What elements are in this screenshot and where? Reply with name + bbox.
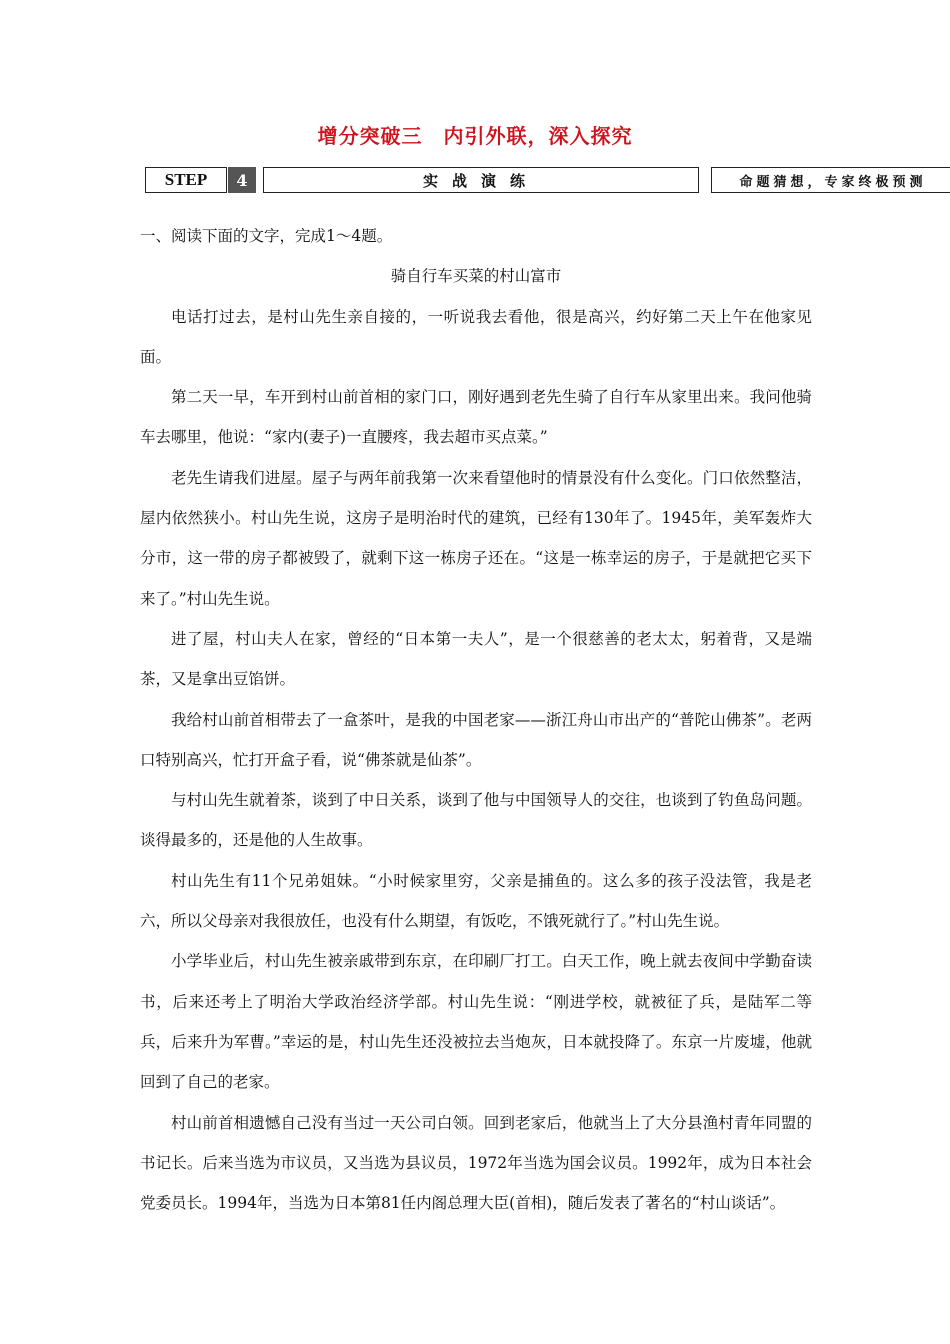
article-paragraph: 小学毕业后，村山先生被亲戚带到东京，在印刷厂打工。白天工作，晚上就去夜间中学勤奋读书，后来还考上了明治大学政治经济学部。村山先生说：“刚进学校，就被征了兵，是陆军二等兵，后来升为军曹。”幸运的是，村山先生还没被拉去当炮灰，日本就投降了。东京一片废墟，他就回到了自己的老家。 [140, 952, 812, 1092]
article-paragraph: 进了屋，村山夫人在家，曾经的“日本第一夫人”，是一个很慈善的老太太，躬着背，又是端茶，又是拿出豆馅饼。 [140, 629, 812, 689]
article-paragraph: 老先生请我们进屋。屋子与两年前我第一次来看望他时的情景没有什么变化。门口依然整洁，屋内依然狭小。村山先生说，这房子是明治时代的建筑，已经有130年了。1945年，美军轰炸大分市，这一带的房子都被毁了，就剩下这一栋房子还在。“这是一栋幸运的房子，于是就把它买下来了。”村山先生说。 [140, 468, 812, 608]
question-intro: 一、阅读下面的文字，完成1～4题。 [140, 227, 393, 245]
step-banner [145, 167, 927, 195]
article-paragraph: 村山前首相遗憾自己没有当过一天公司白领。回到老家后，他就当上了大分县渔村青年同盟的书记长。后来当选为市议员，又当选为县议员，1972年当选为国会议员。1992年，成为日本社会党委员长。1994年，当选为日本第81任内阁总理大臣(首相)，随后发表了著名的“村山谈话”。 [140, 1113, 812, 1213]
step-main-label: 实战演练 [263, 167, 699, 193]
step-right-label: 命题猜想，专家终极预测 [711, 167, 950, 193]
article-paragraph: 第二天一早，车开到村山前首相的家门口，刚好遇到老先生骑了自行车从家里出来。我问他骑车去哪里，他说：“家内(妻子)一直腰疼，我去超市买点菜。” [140, 388, 812, 447]
article-paragraph: 村山先生有11个兄弟姐妹。“小时候家里穷，父亲是捕鱼的。这么多的孩子没法管，我是老六，所以父母亲对我很放任，也没有什么期望，有饭吃，不饿死就行了。”村山先生说。 [140, 871, 812, 931]
article-paragraph: 与村山先生就着茶，谈到了中日关系，谈到了他与中国领导人的交往，也谈到了钓鱼岛问题。谈得最多的，还是他的人生故事。 [140, 791, 812, 850]
question-content [140, 216, 812, 1223]
step-number-badge: 4 [228, 167, 256, 193]
article-paragraph: 我给村山前首相带去了一盒茶叶，是我的中国老家——浙江舟山市出产的“普陀山佛茶”。老两口特别高兴，忙打开盒子看，说“佛茶就是仙茶”。 [140, 710, 812, 769]
article-paragraph: 电话打过去，是村山先生亲自接的，一听说我去看他，很是高兴，约好第二天上午在他家见面。 [140, 307, 812, 366]
section-title: 增分突破三 内引外联，深入探究 [317, 124, 633, 148]
article-title: 骑自行车买菜的村山富市 [390, 267, 562, 286]
step-label: STEP [145, 167, 227, 193]
